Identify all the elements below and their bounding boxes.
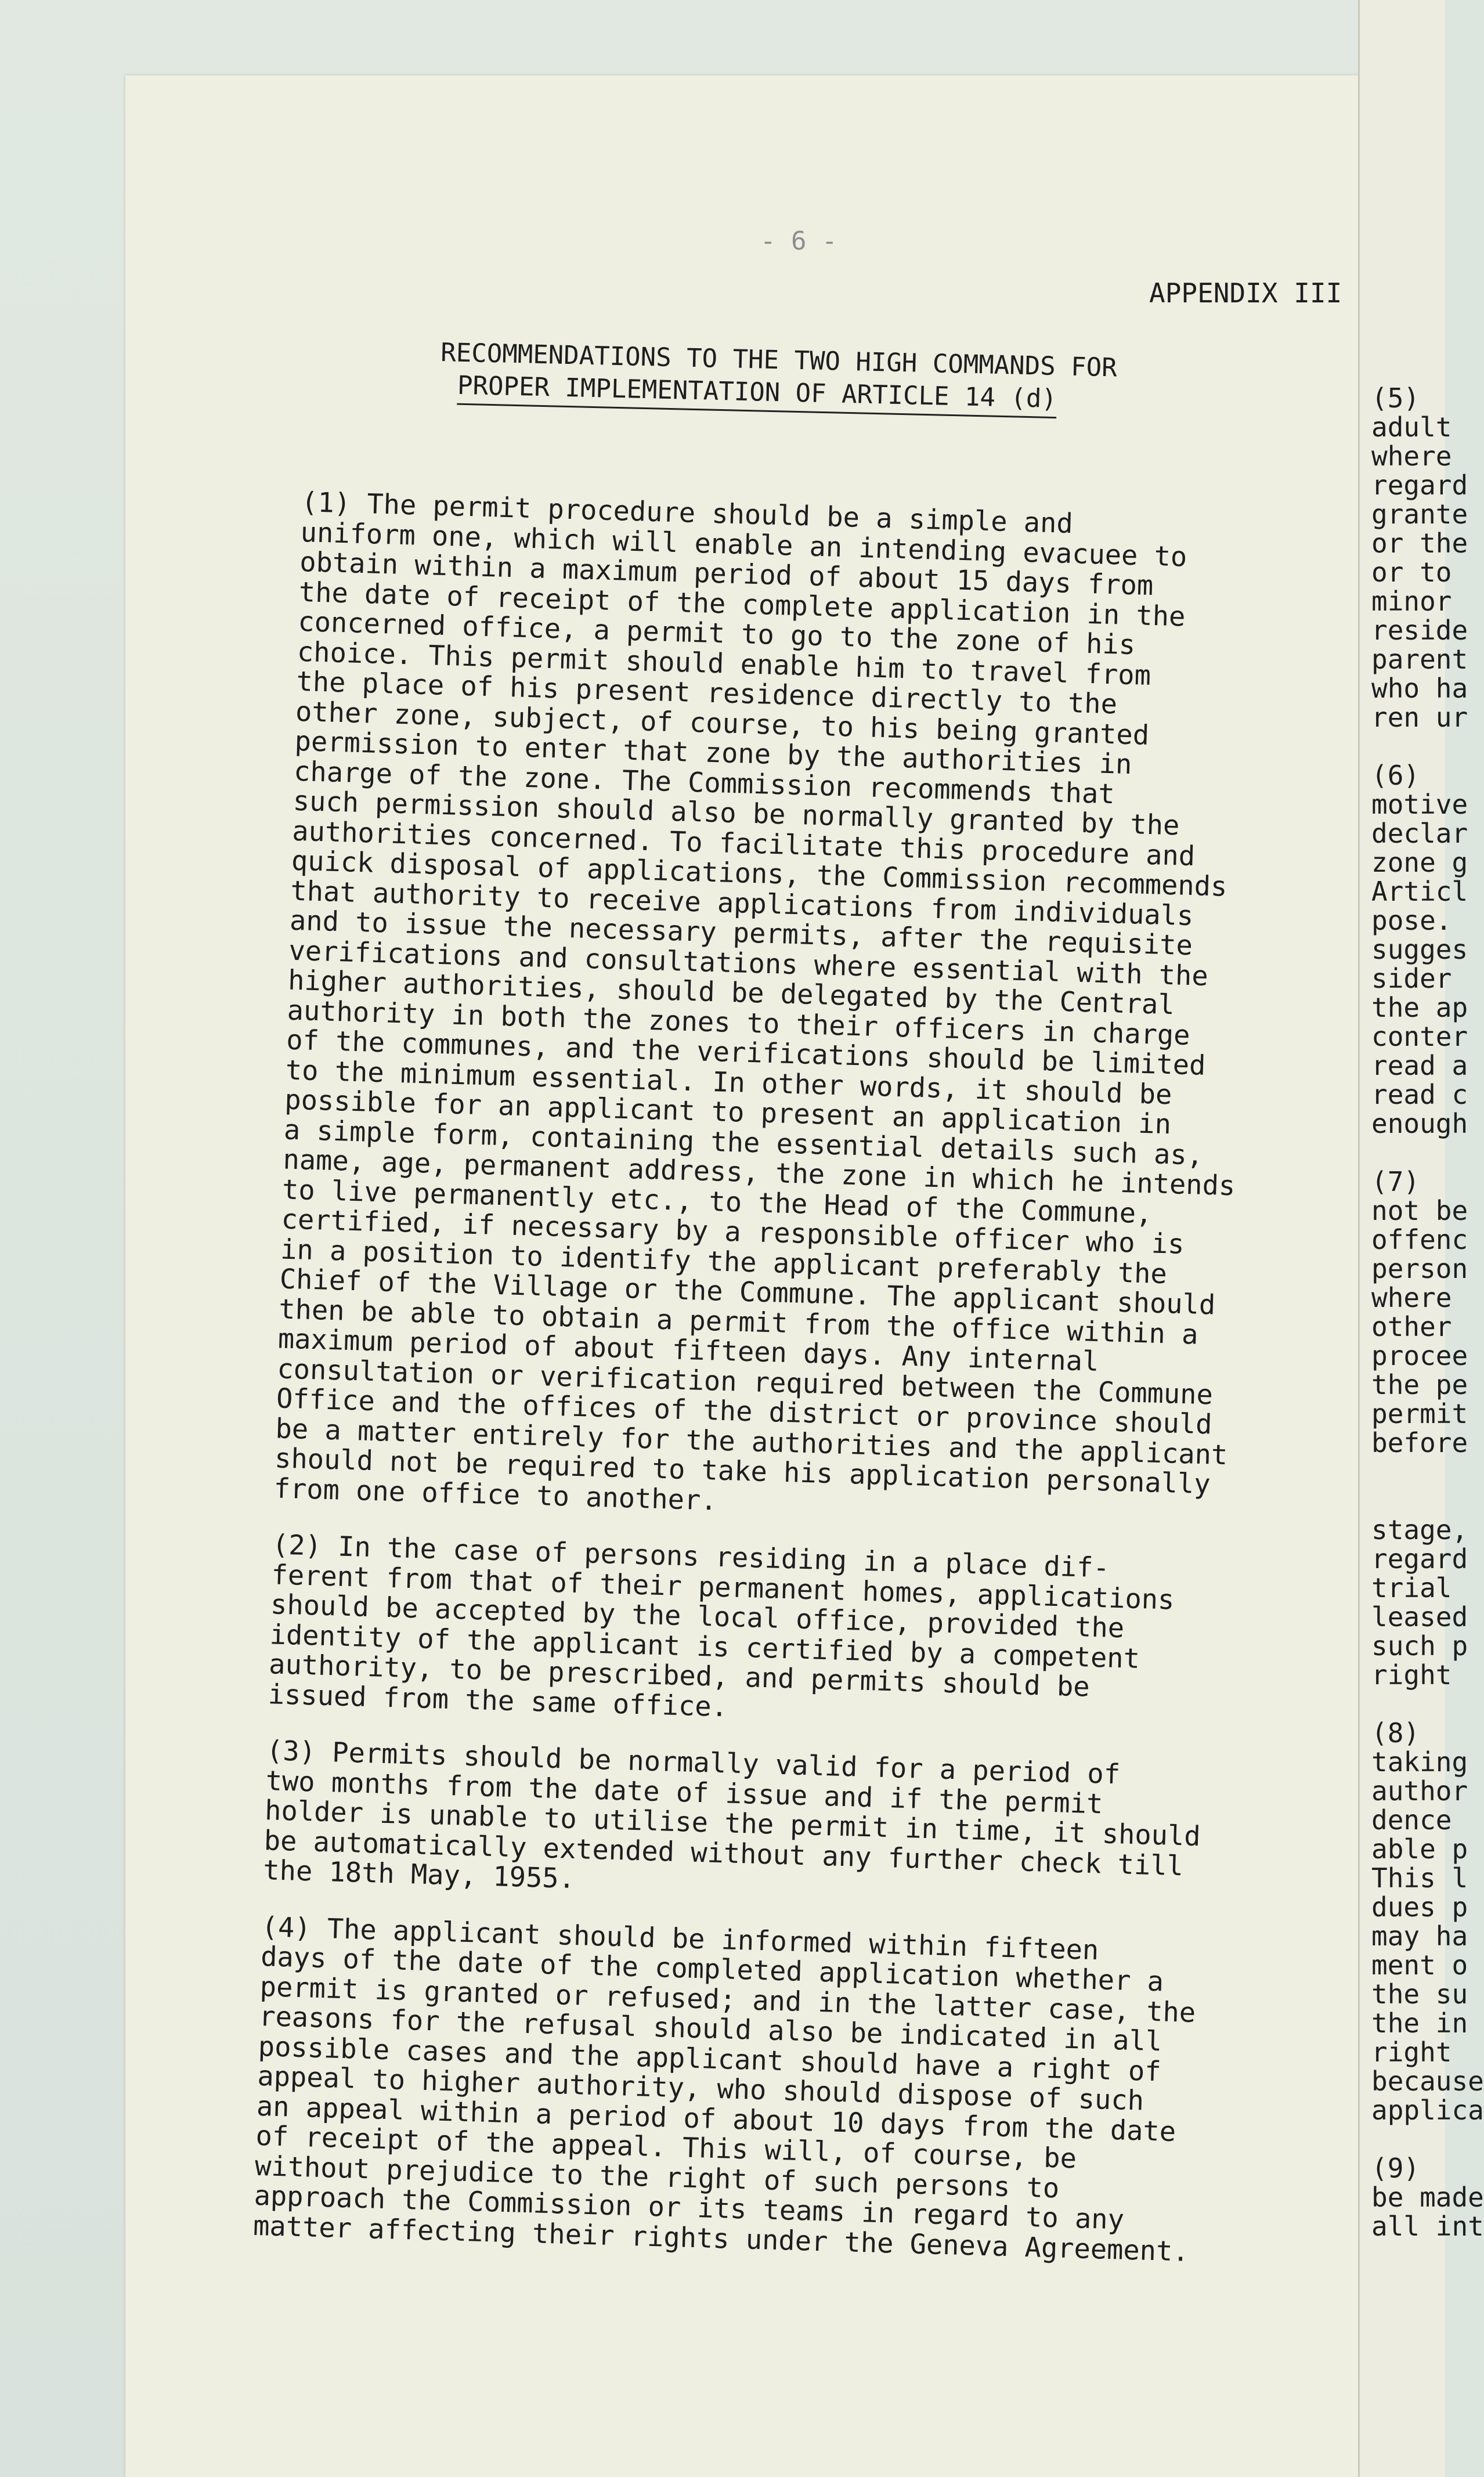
adjacent-page-line: reside xyxy=(1371,615,1468,646)
adjacent-page-line: or the xyxy=(1371,528,1468,559)
adjacent-page-line: before xyxy=(1371,1427,1468,1458)
adjacent-page-line: sugges xyxy=(1371,934,1468,965)
adjacent-page-line: read a xyxy=(1371,1050,1468,1081)
adjacent-page-line: regard xyxy=(1371,470,1468,501)
adjacent-page-line: right xyxy=(1371,1659,1452,1691)
adjacent-page-line: This l xyxy=(1371,1862,1468,1894)
adjacent-page-line: leased xyxy=(1371,1601,1468,1633)
adjacent-page-line: sider xyxy=(1371,963,1452,994)
adjacent-page-line: motive xyxy=(1371,789,1468,820)
adjacent-page-line: author xyxy=(1371,1775,1468,1807)
adjacent-page-line: such p xyxy=(1371,1630,1468,1662)
adjacent-page-line: declar xyxy=(1371,818,1468,849)
adjacent-page-line: (7) xyxy=(1371,1166,1420,1197)
adjacent-page-line: who ha xyxy=(1371,673,1468,704)
adjacent-page-line: conter xyxy=(1371,1021,1468,1052)
adjacent-page-line: adult xyxy=(1371,411,1452,443)
page-number: - 6 - xyxy=(760,226,837,256)
adjacent-page-line: may ha xyxy=(1371,1920,1468,1952)
adjacent-page-line: where xyxy=(1371,1282,1452,1313)
paragraph-4: (4) The applicant should be informed within fifteen days of the date of the completed application whether a permit is granted or refused; and in the latter case, the reasons for the refusal should also be indicated in all possible cases and the applicant should have a right of appeal to higher authority, who should dispose of such an appeal within a period of about 10 days from the date of receipt of the appeal. This will, of course, be without prejudice to the right of such persons to approach the Commission or its teams in regard to any matter affecting their rights under the Geneva Agreement. xyxy=(252,1911,1196,2268)
adjacent-page-line: offenc xyxy=(1371,1224,1468,1255)
adjacent-page-line: other xyxy=(1371,1311,1452,1342)
adjacent-page-line: able p xyxy=(1371,1833,1468,1865)
adjacent-page-line: all int xyxy=(1371,2211,1484,2242)
adjacent-page-line: person xyxy=(1371,1253,1468,1284)
adjacent-page-line: not be xyxy=(1371,1195,1468,1226)
adjacent-page-line: right xyxy=(1371,2037,1452,2068)
paragraph-2: (2) In the case of persons residing in a place dif- ferent from that of their permanent homes, applications should be accepted by the local office, provided the identity of the applicant is certified by a competent authority, to be prescribed, and permits should be issued from the same office. xyxy=(268,1529,1175,1723)
adjacent-page-line: the in xyxy=(1371,2007,1468,2039)
adjacent-page-line: stage, xyxy=(1371,1514,1468,1546)
adjacent-page-line: regard xyxy=(1371,1543,1468,1575)
document-body xyxy=(252,488,1334,2297)
adjacent-page-line: ment o xyxy=(1371,1949,1468,1981)
adjacent-page-line: the su xyxy=(1371,1978,1468,2010)
title-line-1: RECOMMENDATIONS TO THE TWO HIGH COMMANDS FOR xyxy=(440,337,1118,383)
adjacent-page-line: Articl xyxy=(1371,876,1468,907)
adjacent-page-line: minor xyxy=(1371,586,1452,617)
adjacent-page-line: (6) xyxy=(1371,760,1420,791)
adjacent-page-line: applica xyxy=(1371,2095,1484,2126)
adjacent-page-line: dence xyxy=(1371,1804,1452,1836)
adjacent-page-line: pose. xyxy=(1371,905,1452,936)
adjacent-page-line: or to xyxy=(1371,557,1452,588)
adjacent-page-line: trial xyxy=(1371,1572,1452,1604)
adjacent-page-line: ren ur xyxy=(1371,702,1468,733)
adjacent-page-line: taking xyxy=(1371,1746,1468,1778)
adjacent-page-line: zone g xyxy=(1371,847,1468,878)
adjacent-page-line: the ap xyxy=(1371,992,1468,1023)
adjacent-page-line: be made xyxy=(1371,2182,1484,2213)
adjacent-page-line: procee xyxy=(1371,1340,1468,1371)
adjacent-page-line: (5) xyxy=(1371,382,1420,414)
adjacent-page-line: permit xyxy=(1371,1398,1468,1429)
adjacent-page-line: (9) xyxy=(1371,2153,1420,2184)
title-line-2: PROPER IMPLEMENTATION OF ARTICLE 14 (d) xyxy=(457,370,1057,418)
adjacent-page-line: dues p xyxy=(1371,1891,1468,1923)
adjacent-page-line: where xyxy=(1371,440,1452,472)
paragraph-3: (3) Permits should be normally valid for a period of two months from the date of issue and if the permit holder is unable to utilise the permit in time, it should be automatically extended without any further check till the 18th May, 1955. xyxy=(262,1735,1201,1895)
adjacent-page-line: grante xyxy=(1371,499,1468,530)
adjacent-page-edge xyxy=(1358,0,1484,2477)
adjacent-page-line: enough xyxy=(1371,1108,1468,1139)
adjacent-page-line: (8) xyxy=(1371,1717,1420,1749)
appendix-label: APPENDIX III xyxy=(1149,277,1342,309)
paragraph-1: (1) The permit procedure should be a simple and uniform one, which will enable an intending evacuee to obtain within a maximum period of about 15 days from the date of receipt of the complete application in the concerned office, a permit to go to the zone of his choice. This permit should enable him to travel from the place of his present residence directly to the other zone, subject, of course, to his being granted permission to enter that zone by the authorities in charge of the zone. The Commission recommends that such permission should also be normally granted by the authorities concerned. To facilitate this procedure and quick disposal of applications, the Commission recommends that authority to receive applications from individuals and to issue the necessary permits, after the requisite verifications and consultations where essential with the higher authorities, should be delegated by the Central authority in both the zones to their officers in charge of the communes, and the verifications should be limited to the minimum essential. In other words, it should be possible for an applicant to present an application in a simple form, containing the essential details such as, name, age, permanent address, the zone in which he intends to live permanently etc., to the Head of the Commune, certified, if necessary by a responsible officer who is in a position to identify the applicant preferably the Chief of the Village or the Commune. The applicant should then be able to obtain a permit from the office within a maximum period of about fifteen days. Any internal consultation or verification required between the Commune Office and the offices of the district or province should be a matter entirely for the authorities and the applicant should not be required to take his application personally from one office to another. xyxy=(273,486,1236,1517)
adjacent-page-line: because xyxy=(1371,2066,1484,2097)
adjacent-page-line: parent xyxy=(1371,644,1468,675)
adjacent-page-line: read c xyxy=(1371,1079,1468,1110)
adjacent-page-line: the pe xyxy=(1371,1369,1468,1400)
